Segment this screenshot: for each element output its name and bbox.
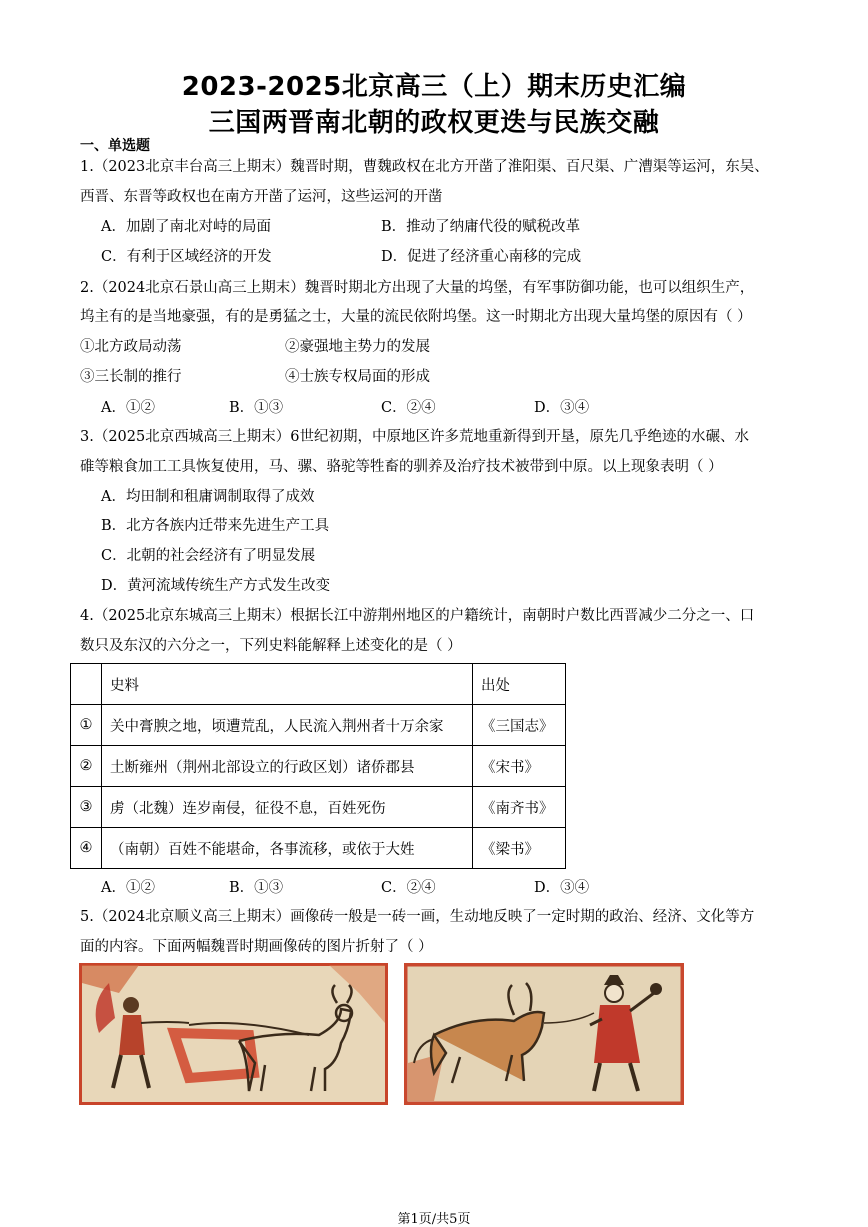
table-header-cell: 出处 [473, 664, 566, 705]
table-cell: （南朝）百姓不能堪命，各事流移，或依于大姓 [102, 828, 473, 869]
table-row [71, 705, 566, 746]
table-cell: 《三国志》 [473, 705, 566, 746]
q2-option-b: B．①③ [229, 400, 284, 416]
table-header-cell: 史料 [102, 664, 473, 705]
table-header-cell [71, 664, 102, 705]
table-cell: ② [71, 746, 102, 787]
q4-stem-line1: 4.（2025北京东城高三上期末）根据长江中游荆州地区的户籍统计，南朝时户数比西晋减少二分之一、口 [80, 608, 755, 624]
table-cell: 《南齐书》 [473, 787, 566, 828]
q2-option-c: C．②④ [381, 400, 436, 416]
q5-stem-line2: 面的内容。下面两幅魏晋时期画像砖的图片折射了（ ） [80, 939, 433, 955]
page-footer: 第1页/共5页 [397, 1212, 471, 1227]
q2-item-2: ②豪强地主势力的发展 [285, 339, 430, 355]
table-cell: 土断雍州（荆州北部设立的行政区划）诸侨郡县 [102, 746, 473, 787]
table-row [71, 828, 566, 869]
q3-option-d: D．黄河流域传统生产方式发生改变 [101, 578, 331, 594]
table-header-row [71, 664, 566, 705]
q1-option-d: D．促进了经济重心南移的完成 [381, 249, 582, 265]
q2-stem-line2: 坞主有的是当地豪强，有的是勇猛之士，大量的流民依附坞堡。这一时期北方出现大量坞堡的原因有（ ） [80, 309, 752, 325]
q2-stem-line1: 2.（2024北京石景山高三上期末）魏晋时期北方出现了大量的坞堡，有军事防御功能，也可以组织生产， [80, 280, 755, 296]
table-cell: ③ [71, 787, 102, 828]
q3-stem-line2: 碓等粮食加工工具恢复使用，马、骡、骆驼等牲畜的驯养及治疗技术被带到中原。以上现象表明（ ） [80, 459, 723, 475]
brick-painting-ox-herding-image [404, 963, 684, 1105]
q2-item-1: ①北方政局动荡 [80, 339, 182, 355]
q1-option-b: B．推动了纳庸代役的赋税改革 [381, 219, 581, 235]
q3-option-c: C．北朝的社会经济有了明显发展 [101, 548, 316, 564]
table-cell: 关中膏腴之地，顷遭荒乱，人民流入荆州者十万余家 [102, 705, 473, 746]
table-cell: 虏（北魏）连岁南侵，征役不息，百姓死伤 [102, 787, 473, 828]
page-title: 2023-2025北京高三（上）期末历史汇编 [181, 72, 687, 102]
q2-item-3: ③三长制的推行 [80, 369, 182, 385]
q1-option-c: C．有利于区域经济的开发 [101, 249, 272, 265]
q1-option-a: A．加剧了南北对峙的局面 [101, 219, 271, 235]
table-cell: ④ [71, 828, 102, 869]
q5-stem-line1: 5.（2024北京顺义高三上期末）画像砖一般是一砖一画，生动地反映了一定时期的政治、经济、文化等方 [80, 909, 755, 925]
q4-option-a: A．①② [101, 880, 155, 896]
table-cell: ① [71, 705, 102, 746]
q4-option-c: C．②④ [381, 880, 436, 896]
table-row [71, 787, 566, 828]
section-label: 一、单选题 [80, 138, 150, 154]
table-cell: 《宋书》 [473, 746, 566, 787]
q3-option-b: B．北方各族内迁带来先进生产工具 [101, 518, 330, 534]
q4-stem-line2: 数只及东汉的六分之一，下列史料能解释上述变化的是（ ） [80, 638, 462, 654]
q3-option-a: A．均田制和租庸调制取得了成效 [101, 489, 315, 505]
table-row [71, 746, 566, 787]
q1-stem-line1: 1.（2023北京丰台高三上期末）魏晋时期，曹魏政权在北方开凿了淮阳渠、百尺渠、广漕渠等运河，东吴、 [80, 159, 769, 175]
q4-option-b: B．①③ [229, 880, 284, 896]
page-subtitle: 三国两晋南北朝的政权更迭与民族交融 [208, 108, 660, 138]
brick-painting-plowing-image [79, 963, 388, 1105]
q2-option-a: A．①② [101, 400, 155, 416]
q3-stem-line1: 3.（2025北京西城高三上期末）6世纪初期，中原地区许多荒地重新得到开垦，原先几乎绝迹的水碾、水 [80, 429, 749, 445]
source-table [70, 663, 566, 869]
q1-stem-line2: 西晋、东晋等政权也在南方开凿了运河，这些运河的开凿 [80, 189, 443, 205]
q2-item-4: ④士族专权局面的形成 [285, 369, 430, 385]
q2-option-d: D．③④ [534, 400, 590, 416]
table-cell: 《梁书》 [473, 828, 566, 869]
q4-option-d: D．③④ [534, 880, 590, 896]
